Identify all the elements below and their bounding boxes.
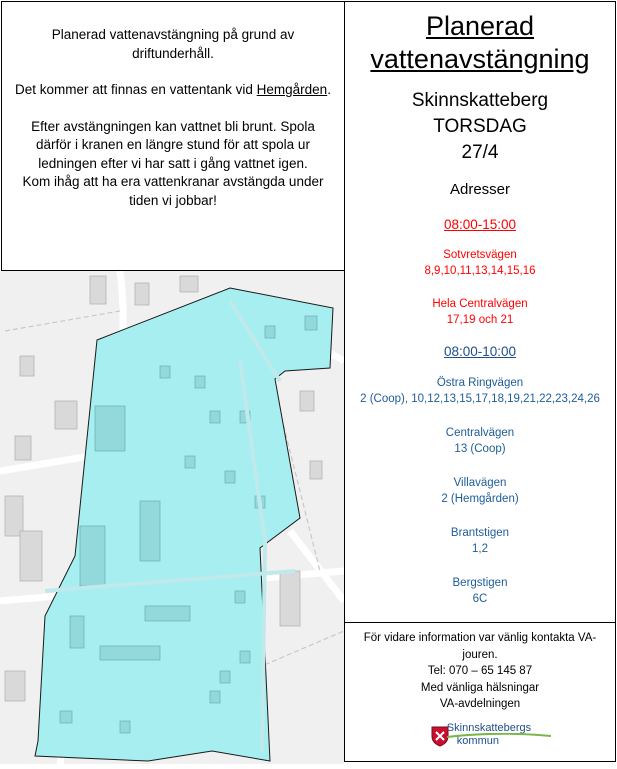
notice-place: Hemgården bbox=[256, 82, 328, 97]
municipality-logo bbox=[429, 723, 531, 747]
street-name: Centralvägen bbox=[445, 427, 515, 439]
building bbox=[310, 461, 322, 479]
building bbox=[55, 401, 77, 429]
time-slot-1: 08:00-15:00 bbox=[443, 217, 517, 232]
building bbox=[220, 671, 230, 683]
schedule-box bbox=[344, 1, 616, 623]
contact-line: För vidare information var vänlig kontakta VA-jouren. bbox=[363, 632, 597, 661]
street-numbers: 17,19 och 21 bbox=[446, 314, 514, 326]
greeting: Med vänliga hälsningar bbox=[420, 681, 540, 694]
notice-box bbox=[1, 1, 345, 271]
street-name: Villavägen bbox=[453, 477, 507, 489]
street-name: Östra Ringvägen bbox=[436, 377, 524, 389]
street-numbers: 8,9,10,11,13,14,15,16 bbox=[424, 265, 536, 277]
street-item bbox=[345, 425, 615, 457]
building bbox=[235, 591, 245, 603]
phone-number: Tel: 070 – 65 145 87 bbox=[427, 665, 533, 677]
addresses-label: Adresser bbox=[449, 181, 511, 198]
street-numbers: 13 (Coop) bbox=[454, 443, 506, 455]
building bbox=[80, 526, 105, 586]
street-name: Hela Centralvägen bbox=[432, 298, 528, 310]
signature: VA-avdelningen bbox=[439, 698, 521, 710]
building bbox=[5, 671, 25, 701]
street-item bbox=[345, 575, 615, 607]
street-item bbox=[345, 375, 615, 407]
building bbox=[210, 411, 220, 423]
street-numbers: 2 (Coop), 10,12,13,15,17,18,19,21,22,23,24,26 bbox=[360, 393, 600, 405]
street-numbers: 6C bbox=[472, 593, 488, 605]
notice-line-2 bbox=[12, 81, 334, 100]
logo-swoosh bbox=[447, 733, 551, 739]
building bbox=[280, 571, 300, 626]
logo-text bbox=[447, 723, 531, 747]
notice-line-4: Kom ihåg att ha era vattenkranar avstängda under tiden vi jobbar! bbox=[22, 174, 324, 208]
building bbox=[135, 283, 149, 305]
page-title: Planerad vattenavstängning bbox=[370, 11, 590, 74]
street-item bbox=[345, 247, 615, 279]
building bbox=[70, 616, 84, 648]
contact-box bbox=[344, 622, 616, 762]
building bbox=[195, 376, 205, 388]
notice-line-1: Planerad vattenavstängning på grund av driftunderhåll. bbox=[51, 27, 295, 61]
building bbox=[60, 711, 72, 723]
building bbox=[90, 276, 106, 304]
logo-line-1: Skinnskattebergs bbox=[446, 721, 532, 734]
street-item bbox=[345, 525, 615, 557]
building bbox=[100, 646, 160, 660]
notice-line-2-prefix: Det kommer att finnas en vattentank vid bbox=[15, 82, 253, 97]
notice-line-3: Efter avstängningen kan vattnet bli brunt. Spola därför i kranen en längre stund för att spola ur ledningen efter vi har satt i gång vattnet igen. bbox=[31, 118, 315, 171]
street-numbers: 1,2 bbox=[472, 543, 488, 555]
notice-line-2-suffix: . bbox=[327, 82, 331, 97]
street-name: Brantstigen bbox=[450, 527, 510, 539]
location: Skinnskatteberg bbox=[411, 90, 549, 111]
building bbox=[305, 316, 317, 330]
building bbox=[5, 496, 23, 536]
building bbox=[225, 471, 235, 483]
date: 27/4 bbox=[461, 142, 499, 163]
building bbox=[160, 366, 170, 378]
building bbox=[95, 406, 125, 451]
building bbox=[180, 276, 198, 292]
building bbox=[210, 691, 220, 703]
building bbox=[185, 456, 195, 468]
building bbox=[15, 436, 31, 460]
building bbox=[240, 651, 250, 663]
street-item bbox=[345, 296, 615, 328]
building bbox=[140, 501, 160, 561]
street-item bbox=[345, 475, 615, 507]
map-svg bbox=[0, 271, 344, 764]
street-numbers: 2 (Hemgården) bbox=[441, 493, 519, 505]
building bbox=[20, 531, 42, 581]
building bbox=[120, 721, 130, 733]
logo-line-2: kommun bbox=[456, 734, 499, 747]
building bbox=[20, 356, 34, 376]
weekday: TORSDAG bbox=[433, 116, 527, 137]
time-slot-2: 08:00-10:00 bbox=[443, 344, 517, 359]
street-name: Bergstigen bbox=[452, 577, 508, 589]
area-map bbox=[0, 271, 344, 764]
building bbox=[265, 326, 275, 338]
building bbox=[300, 391, 314, 411]
street-name: Sotvretsvägen bbox=[443, 249, 517, 261]
building bbox=[145, 606, 190, 621]
